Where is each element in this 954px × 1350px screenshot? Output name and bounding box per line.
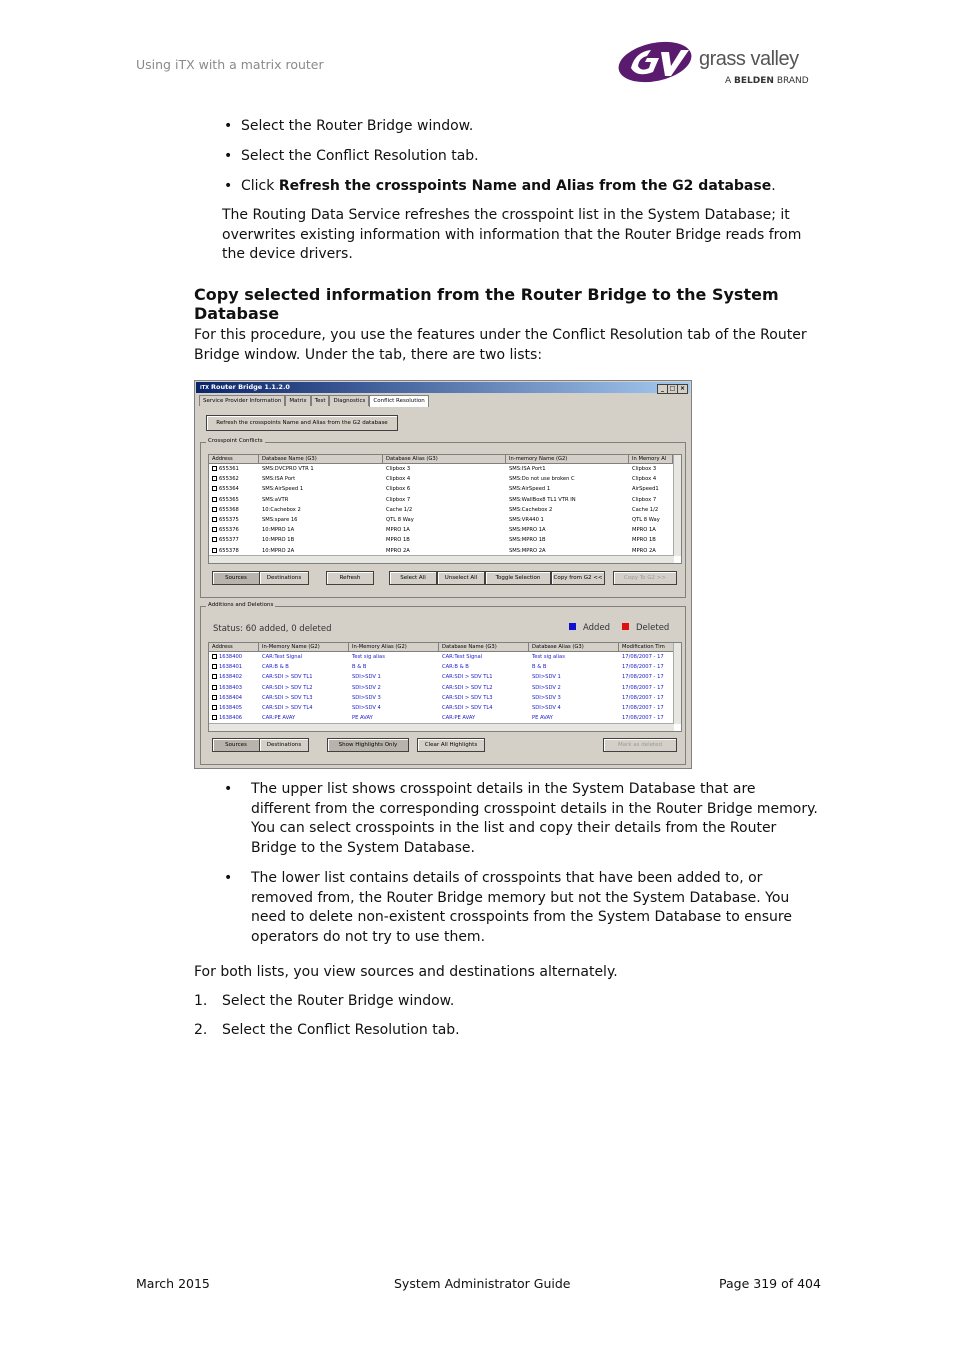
table-cell: 10:MPRO 1B [262,537,295,544]
cell [383,525,506,535]
table-cell: Clipbox 7 [386,496,411,503]
cell [629,464,673,474]
table-cell: SMS:DVCPRO VTR 1 [262,466,314,472]
cell [259,495,383,505]
table-header: Address Database Name (G3) Database Alias (G3) In-memory Name (G2) In Memory Al [209,455,681,464]
table-cell: SMS:MPRO 1A [509,527,546,534]
cell [209,652,259,662]
tab-test[interactable]: Test [311,395,330,406]
cell [349,662,439,672]
list-item: • Select the Conflict Resolution tab. [224,148,479,164]
cell [619,713,674,723]
row-checkbox[interactable] [212,497,217,502]
cell [349,652,439,662]
tab-service-provider[interactable]: Service Provider Information [199,395,285,406]
table-cell: 17/08/2007 - 17 [622,674,664,681]
cell [629,525,673,535]
cell [529,652,619,662]
table-cell: SDI>SDV 3 [532,694,561,701]
cell [383,515,506,525]
table-row[interactable] [209,652,681,662]
copy-from-g2-button[interactable]: Copy from G2 << [551,571,605,585]
table-cell: 1638402 [219,674,243,681]
logo-wordmark: grass valley [699,48,799,70]
table-cell: Clipbox 4 [386,476,411,483]
table-cell: SMS:ISA Port1 [509,466,546,472]
table-cell: QTL 8 Way [386,516,414,523]
cell [259,683,349,693]
window-titlebar [196,382,690,393]
close-icon[interactable]: × [677,384,688,394]
cell [439,683,529,693]
table-cell: 655365 [219,496,239,503]
cell [629,515,673,525]
section-heading: Copy selected information from the Router Bridge to the System Database [194,285,779,323]
row-checkbox[interactable] [212,705,217,710]
cell [349,703,439,713]
table-cell: 1638401 [219,664,243,671]
router-bridge-screenshot [194,380,692,769]
cell [629,505,673,515]
table-cell: CAR:SDI > SDV TL3 [262,694,313,701]
table-body [209,652,681,723]
cell [349,693,439,703]
table-cell: 17/08/2007 - 17 [622,684,664,691]
table-cell: 17/08/2007 - 17 [622,704,664,711]
table-cell: B & B [532,664,547,671]
cell [383,535,506,545]
cell [259,652,349,662]
deleted-swatch [622,623,629,630]
cell [259,693,349,703]
table-cell: MPRO 1B [386,537,410,544]
table-row[interactable] [209,535,681,545]
added-swatch [569,623,576,630]
table-cell: PE AVAY [532,715,553,722]
table-cell: MPRO 1A [632,527,656,534]
row-checkbox[interactable] [212,507,217,512]
table-cell: Clipbox 4 [632,476,657,483]
cell [529,683,619,693]
table-cell: Clipbox 7 [632,496,657,503]
table-cell: Clipbox 3 [632,466,657,472]
table-cell: 655368 [219,506,239,513]
cell [349,683,439,693]
cell [209,484,259,494]
table-cell: CAR:PE AVAY [262,715,296,722]
table-cell: SMS:AirSpeed 1 [262,486,304,493]
table-cell: MPRO 2A [386,547,410,554]
cell [629,474,673,484]
cell [383,484,506,494]
numbered-step-text: Select the Conflict Resolution tab. [222,1022,460,1038]
tab-strip [199,395,429,406]
row-checkbox[interactable] [212,537,217,542]
row-checkbox[interactable] [212,486,217,491]
table-cell: CAR:Test Signal [442,654,483,660]
footer-guide: System Administrator Guide [394,1276,571,1291]
table-cell: QTL 8 Way [632,516,660,523]
cell [439,693,529,703]
row-checkbox[interactable] [212,715,217,720]
cell [259,525,383,535]
table-cell: SMS:spare 16 [262,516,298,523]
table-cell: SDI>SDV 4 [352,704,381,711]
cell [439,713,529,723]
table-row[interactable] [209,464,681,474]
table-cell: SDI>SDV 2 [352,684,381,691]
cell [506,525,629,535]
table-cell: Test sig alias [352,654,385,660]
table-row[interactable] [209,703,681,713]
cell [506,505,629,515]
row-checkbox[interactable] [212,517,217,522]
cell [619,672,674,682]
table-cell: SMS:aVTR [262,496,289,503]
table-cell: Clipbox 6 [386,486,411,493]
table-cell: SMS:VR440 1 [509,516,544,523]
conflicts-table[interactable] [208,454,682,564]
table-cell: CAR:PE AVAY [442,715,476,722]
cell [383,495,506,505]
table-cell: CAR:SDI > SDV TL2 [262,684,313,691]
top-steps-list [224,117,821,197]
cell [349,672,439,682]
additions-table[interactable] [208,642,682,732]
unselect-all-button[interactable]: Unselect All [437,571,485,585]
sources-button[interactable]: Sources [212,571,260,585]
table-cell: Clipbox 3 [386,466,411,472]
cell [529,662,619,672]
cell [619,662,674,672]
table-cell: MPRO 1B [632,537,656,544]
table-cell: SMS:Cachebox 2 [509,506,553,513]
cell [629,484,673,494]
table-cell: CAR:SDI > SDV TL2 [442,684,493,691]
table-cell: CAR:SDI > SDV TL1 [442,674,493,681]
cell [259,515,383,525]
table-cell: SMS:MPRO 2A [509,547,546,554]
horizontal-scrollbar[interactable] [209,555,674,563]
cell [619,652,674,662]
cell [209,683,259,693]
cell [439,703,529,713]
toggle-selection-button[interactable]: Toggle Selection [485,571,551,585]
table-cell: 655377 [219,537,239,544]
cell [529,672,619,682]
table-cell: 1638403 [219,684,243,691]
list-item: • Click Refresh the crosspoints Name and Alias from the G2 database. [224,178,776,194]
legend-added: Added [569,623,610,633]
table-cell: 17/08/2007 - 17 [622,694,664,701]
footer-date: March 2015 [136,1276,210,1291]
cell [209,703,259,713]
table-cell: SMS:WallBox8 TL1 VTR IN [509,496,576,503]
table-cell: SMS:Do not use broken C [509,476,575,483]
table-row[interactable] [209,672,681,682]
cell [209,535,259,545]
row-checkbox[interactable] [212,466,217,471]
table-row[interactable] [209,525,681,535]
table-cell: CAR:B & B [262,664,289,671]
list-item: • The lower list contains details of crosspoints that have been added to, or removed from, the Router Bridge memory but not the System Database. You need to delete non-existent crosspoints from the System Database to ensure operators do not try to use them. [224,870,792,945]
table-cell: 17/08/2007 - 17 [622,654,664,660]
table-cell: Cache 1/2 [632,506,659,513]
cell [506,495,629,505]
minimize-icon[interactable]: _ [657,384,668,394]
cell [506,464,629,474]
table-cell: MPRO 1A [386,527,410,534]
table-cell: 10:MPRO 2A [262,547,295,554]
select-all-button[interactable]: Select All [389,571,437,585]
table-cell: 1638404 [219,694,243,701]
table-body [209,464,681,556]
table-cell: SDI>SDV 4 [532,704,561,711]
tab-matrix[interactable]: Matrix [285,395,310,406]
tab-diagnostics[interactable]: Diagnostics [329,395,369,406]
refresh-button[interactable]: Refresh [326,571,374,585]
table-cell: AirSpeed1 [632,486,659,493]
vertical-scrollbar[interactable] [673,455,681,556]
numbered-step: 2. [194,1022,208,1038]
cell [619,693,674,703]
table-cell: CAR:SDI > SDV TL3 [442,694,493,701]
table-row[interactable] [209,683,681,693]
table-cell: 10:MPRO 1A [262,527,295,534]
row-checkbox[interactable] [212,685,217,690]
table-cell: MPRO 2A [632,547,656,554]
table-cell: 655362 [219,476,239,483]
tab-conflict-resolution[interactable]: Conflict Resolution [369,395,428,407]
cell [209,505,259,515]
vertical-scrollbar[interactable] [673,643,681,724]
cell [629,535,673,545]
footer-page: Page 319 of 404 [719,1276,821,1291]
sources-button[interactable]: Sources [212,738,260,752]
status-text: Status: 60 added, 0 deleted [213,624,332,634]
cell [209,713,259,723]
cell [209,662,259,672]
table-cell: 1638400 [219,654,243,660]
refresh-paragraph: The Routing Data Service refreshes the crosspoint list in the System Database; it overwrites existing information with information that the Router Bridge reads from the device drivers. [222,207,802,262]
table-row[interactable] [209,662,681,672]
table-cell: SDI>SDV 1 [532,674,561,681]
row-checkbox[interactable] [212,654,217,659]
cell [259,703,349,713]
cell [259,505,383,515]
cell [209,464,259,474]
cell [439,662,529,672]
cell [383,474,506,484]
row-checkbox[interactable] [212,674,217,679]
legend-deleted: Deleted [622,623,669,633]
row-checkbox[interactable] [212,548,217,553]
window-title: Router Bridge 1.1.2.0 [210,383,290,391]
cell [209,474,259,484]
group-title: Crosspoint Conflicts [208,438,263,444]
row-checkbox[interactable] [212,695,217,700]
maximize-icon[interactable]: □ [667,384,678,394]
app-icon: iTX [200,385,209,391]
row-checkbox[interactable] [212,527,217,532]
intro-paragraph: For this procedure, you use the features under the Conflict Resolution tab of the Router Bridge window. Under the tab, there are two lists: [194,327,807,363]
cell [209,672,259,682]
row-checkbox[interactable] [212,476,217,481]
table-cell: 655375 [219,516,239,523]
cell [619,703,674,713]
table-cell: SDI>SDV 2 [532,684,561,691]
cell [383,505,506,515]
cell [209,515,259,525]
table-row[interactable] [209,474,681,484]
table-cell: 1638406 [219,715,243,722]
list-item: • The upper list shows crosspoint details in the System Database that are different from the corresponding crosspoint details in the Router Bridge memory. You can select crosspoints in the list and copy their details from the Router Bridge to the System Database. [224,781,818,856]
table-cell: 655361 [219,466,239,472]
table-cell: SDI>SDV 1 [352,674,381,681]
cell [629,495,673,505]
cell [439,652,529,662]
table-cell: CAR:SDI > SDV TL4 [442,704,493,711]
table-cell: SMS:MPRO 1B [509,537,546,544]
running-header: Using iTX with a matrix router [136,57,324,72]
cell [209,693,259,703]
table-cell: PE AVAY [352,715,373,722]
cell [259,713,349,723]
row-checkbox[interactable] [212,664,217,669]
cell [259,464,383,474]
table-cell: SMS:ISA Port [262,476,296,483]
cell [259,535,383,545]
mark-deleted-button[interactable]: Mark as deleted [603,738,677,752]
cell [506,515,629,525]
table-cell: CAR:B & B [442,664,469,671]
table-header: Address In-Memory Name (G2) In-Memory Alias (G2) Database Name (G3) Database Alias (G3) Modification Tim [209,643,681,652]
table-cell: Test sig alias [532,654,565,660]
cell [259,662,349,672]
table-cell: 655376 [219,527,239,534]
numbered-step: 1. [194,993,208,1009]
destinations-button[interactable]: Destinations [259,738,309,752]
copy-to-g2-button[interactable]: Copy To G2 >> [613,571,677,585]
table-cell: SMS:AirSpeed 1 [509,486,551,493]
group-title: Additions and Deletions [208,602,274,608]
table-cell: 1638405 [219,704,243,711]
cell [349,713,439,723]
refresh-from-g2-button[interactable]: Refresh the crosspoints Name and Alias from the G2 database [206,415,398,431]
cell [209,495,259,505]
table-row[interactable] [209,505,681,515]
logo-tagline: A BELDEN BRAND [725,76,809,86]
table-row[interactable] [209,495,681,505]
lists-description [224,780,819,947]
cell [529,693,619,703]
cell [506,474,629,484]
numbered-step-text: Select the Router Bridge window. [222,993,455,1009]
table-row[interactable] [209,693,681,703]
table-cell: 655364 [219,486,239,493]
show-highlights-button[interactable]: Show Highlights Only [327,738,409,752]
table-cell: 17/08/2007 - 17 [622,664,664,671]
cell [259,474,383,484]
table-cell: 17/08/2007 - 17 [622,715,664,722]
table-cell: SDI>SDV 3 [352,694,381,701]
horizontal-scrollbar[interactable] [209,723,674,731]
grass-valley-logo [617,38,817,90]
cell [259,672,349,682]
table-cell: 10:Cachebox 2 [262,506,301,513]
cell [259,484,383,494]
table-row[interactable] [209,713,681,723]
cell [529,713,619,723]
table-cell: CAR:SDI > SDV TL1 [262,674,313,681]
table-row[interactable] [209,484,681,494]
list-item: • Select the Router Bridge window. [224,118,474,134]
cell [383,464,506,474]
cell [619,683,674,693]
table-cell: Cache 1/2 [386,506,413,513]
cell [506,484,629,494]
cell [529,703,619,713]
destinations-button[interactable]: Destinations [259,571,309,585]
table-cell: 655378 [219,547,239,554]
clear-highlights-button[interactable]: Clear All Highlights [417,738,485,752]
table-cell: B & B [352,664,367,671]
table-row[interactable] [209,515,681,525]
gv-logo-icon [617,38,699,86]
both-lists-paragraph: For both lists, you view sources and destinations alternately. [194,964,618,980]
table-cell: CAR:Test Signal [262,654,303,660]
cell [506,535,629,545]
cell [209,525,259,535]
table-cell: CAR:SDI > SDV TL4 [262,704,313,711]
cell [439,672,529,682]
